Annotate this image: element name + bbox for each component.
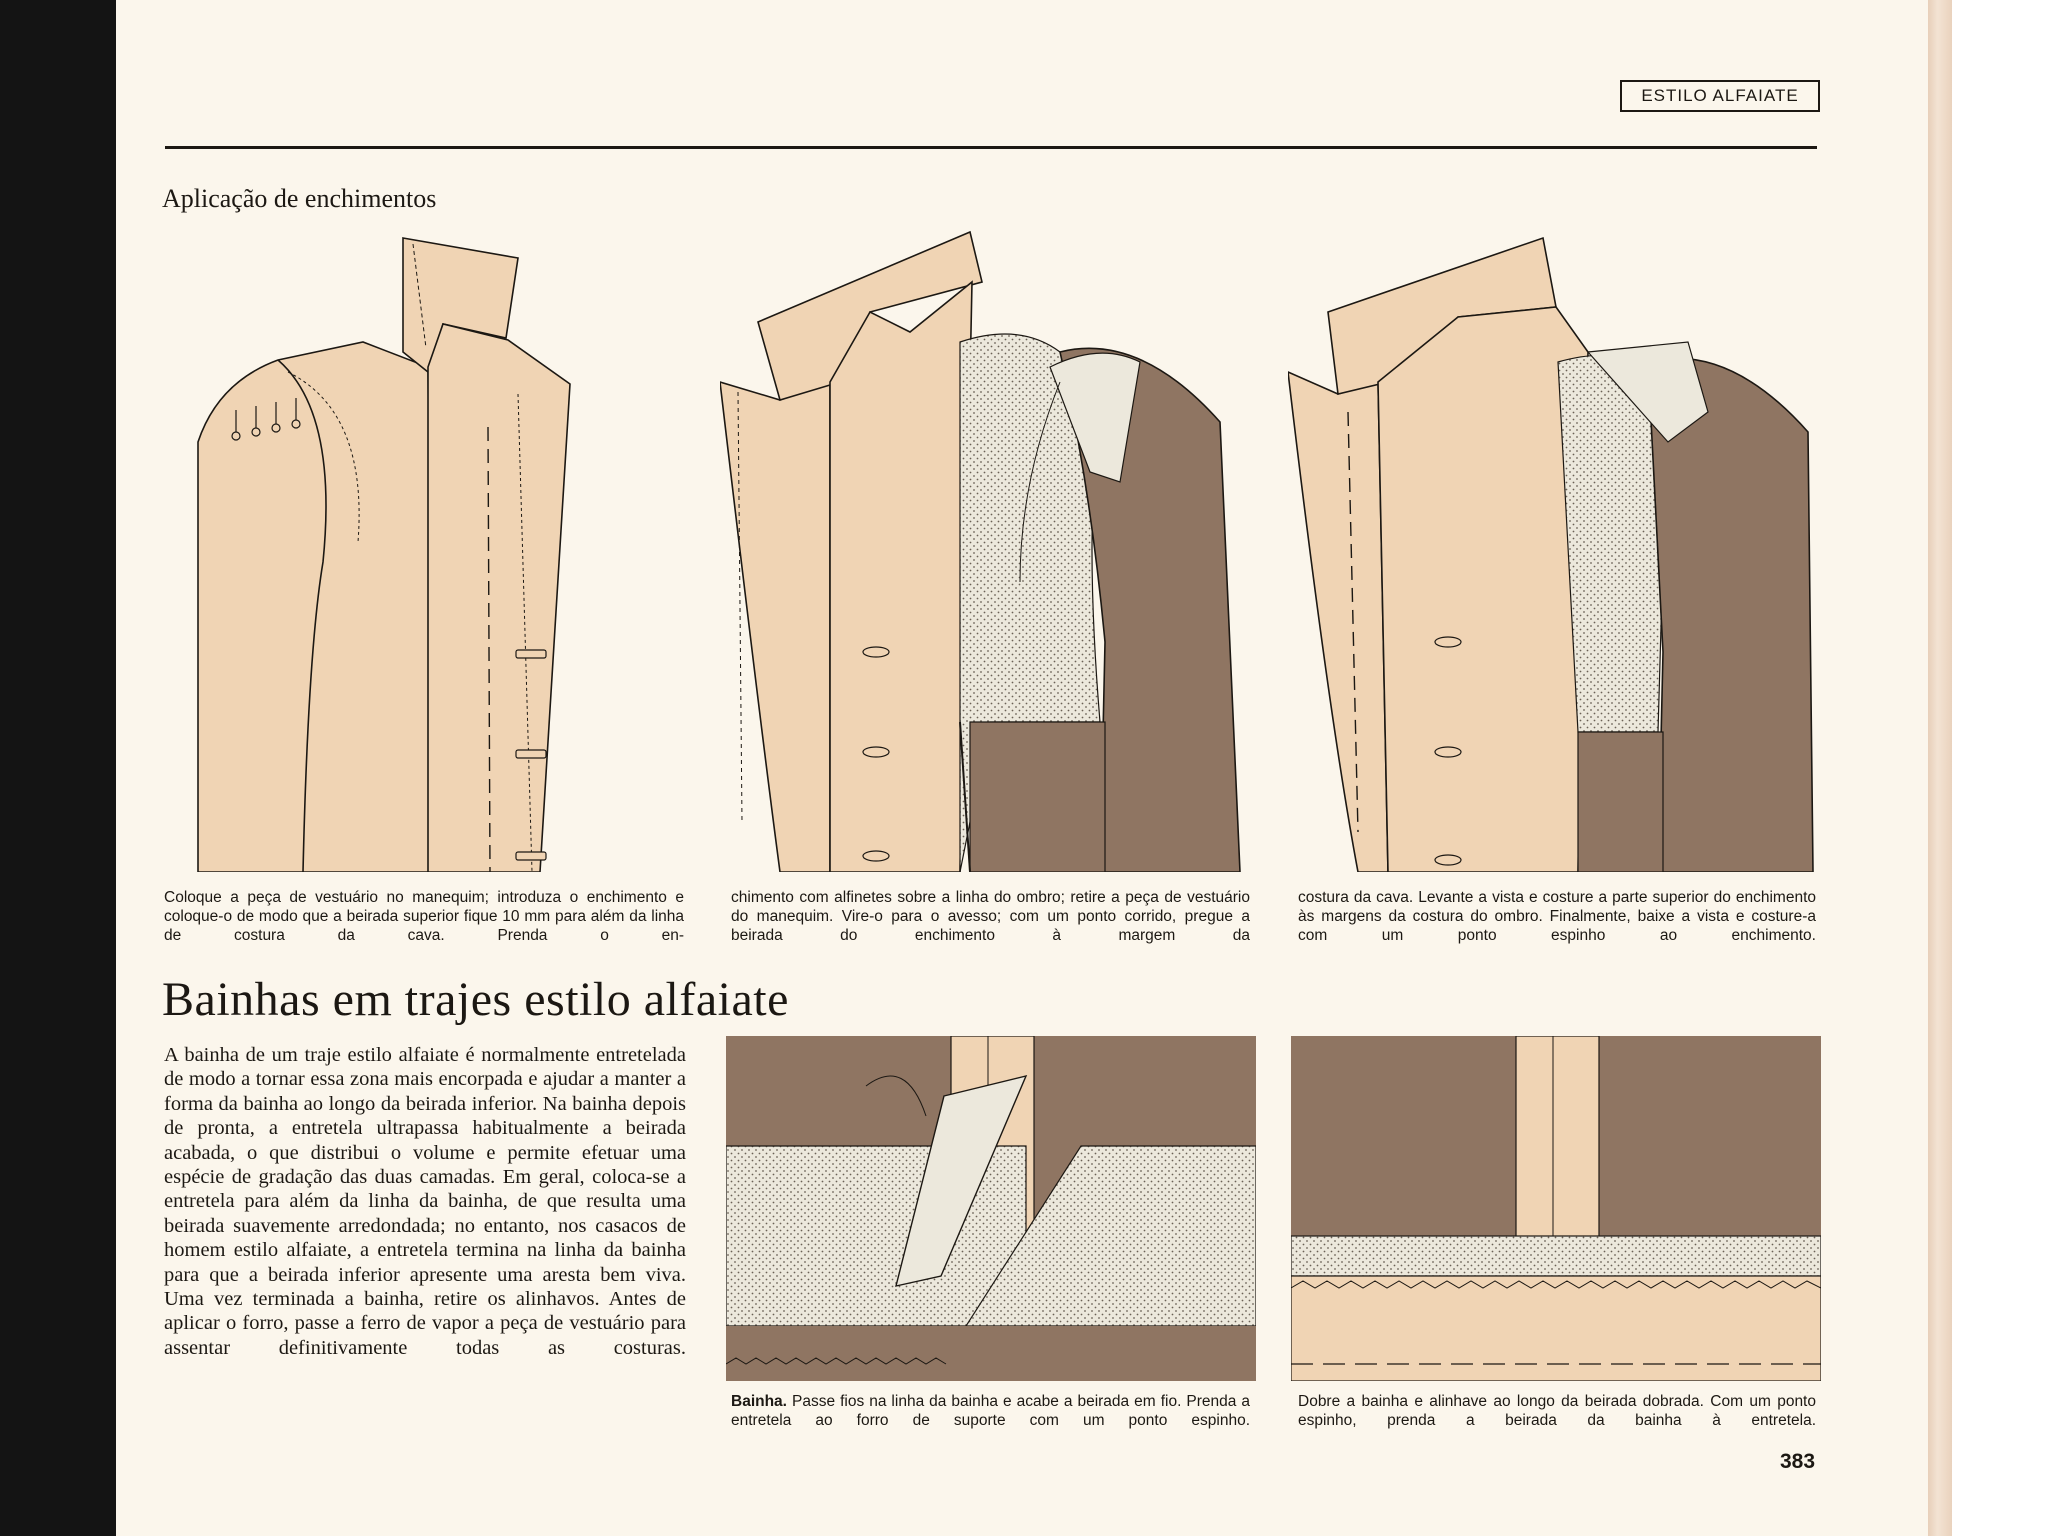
body-text: A bainha de um traje estilo alfaiate é normalmente entretelada de modo a tornar essa zona mais encorpada e ajudar a manter a forma da bainha ao longo da beirada inferior. Na bainha depois de pronta, a entretela ultrapassa habitualmente a beirada acabada, o que distribui o volume e permite efetuar uma espécie de gradação das duas camadas. Em geral, coloca-se a entretela para além da linha da bainha, de que resulta uma beirada suavemente arredondada; no entanto, nos casacos de homem estilo alfaiate, a entretela termina na linha da bainha para que a beirada inferior apresente uma aresta bem viva. Uma vez terminada a bainha, retire os alinhavos. Antes de aplicar o forro, passe a ferro de vapor a peça de vestuário para assentar definitivamente todas as costuras. (164, 1044, 686, 1359)
caption-step-1: Coloque a peça de vestuário no manequim; introduza o enchimento e coloque-o de modo que a beirada superior fique 10 mm para além da linha de costura da cava. Prenda o en- (164, 889, 684, 944)
caption-hem-left-bold: Bainha. (731, 1393, 787, 1410)
caption-hem-left-text: Passe fios na linha da bainha e acabe a beirada em fio. Prenda a entretela ao forro de suporte com um ponto espinho. (731, 1393, 1250, 1429)
section-title: Aplicação de enchimentos (162, 184, 437, 213)
main-heading: Bainhas em trajes estilo alfaiate (162, 973, 789, 1026)
running-header-tag: ESTILO ALFAIATE (1620, 80, 1820, 112)
background-margin (1952, 0, 2048, 1536)
figure-jacket-padding-2 (720, 222, 1260, 872)
page-edge (1928, 0, 1952, 1536)
caption-step-2: chimento com alfinetes sobre a linha do ombro; retire a peça de vestuário do manequim. Vire-o para o avesso; com um ponto corrido, pregue a beirada do enchimento à margem da (731, 889, 1250, 944)
figure-hem-left (726, 1036, 1256, 1381)
figure-jacket-padding-1 (188, 232, 688, 872)
page-number: 383 (1780, 1450, 1816, 1473)
figure-jacket-padding-3 (1288, 232, 1818, 872)
book-spine-shadow (0, 0, 116, 1536)
caption-hem-right: Dobre a bainha e alinhave ao longo da beirada dobrada. Com um ponto espinho, prenda a beirada da bainha à entretela. (1298, 1393, 1816, 1429)
header-rule (165, 146, 1817, 149)
figure-hem-right (1291, 1036, 1821, 1381)
caption-hem-left (731, 1392, 1250, 1430)
caption-step-3: costura da cava. Levante a vista e costure a parte superior do enchimento às margens da costura do ombro. Finalmente, baixe a vista e costure-a com um ponto espinho ao enchimento. (1298, 889, 1816, 944)
